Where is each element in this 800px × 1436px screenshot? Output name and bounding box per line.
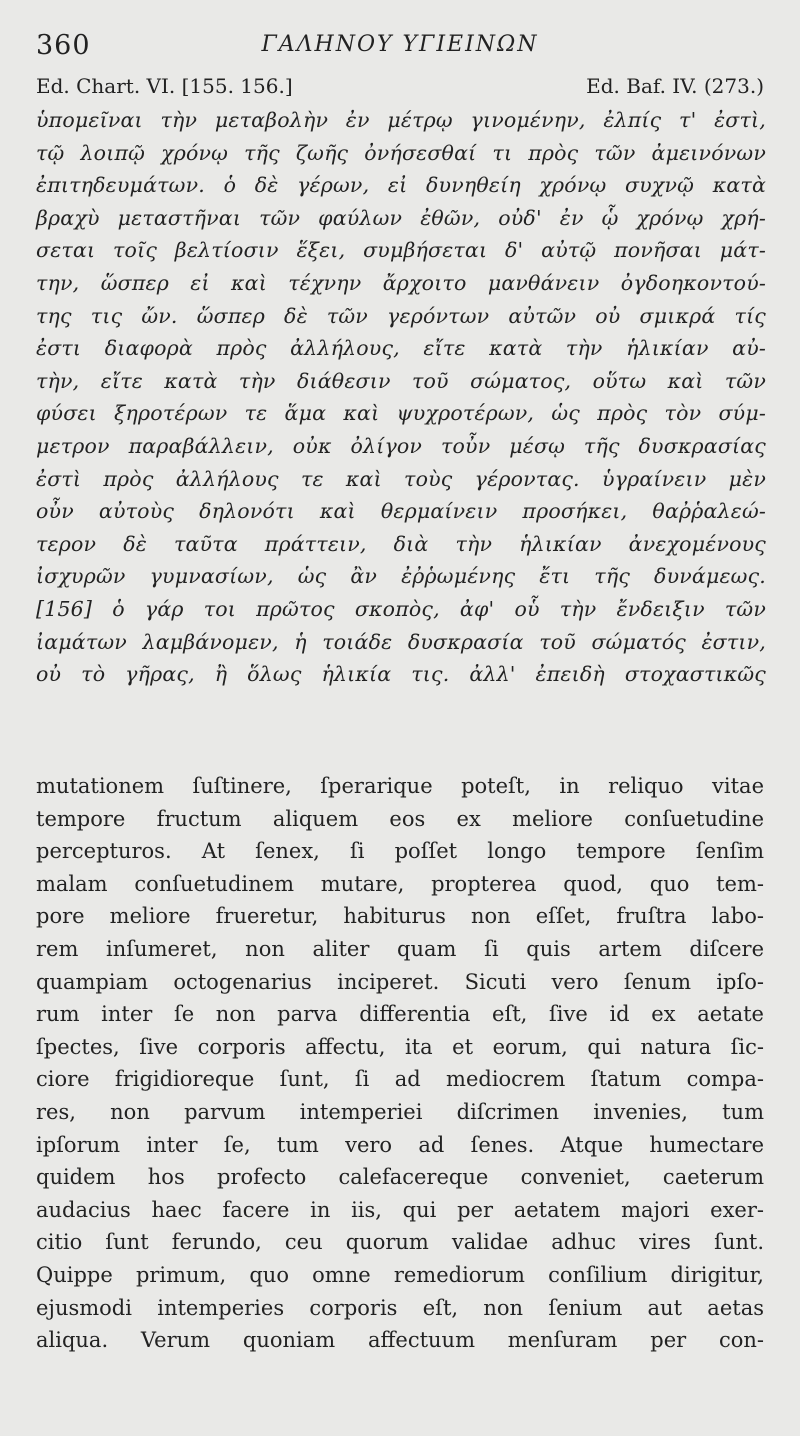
latin-text-line: malam conſuetudinem mutare, propterea quod, quo tem- (36, 871, 764, 896)
page-number: 360 (36, 30, 91, 61)
running-title: ΓΑΛΗΝΟΥ ΥΓΙΕΙΝΩΝ (261, 32, 539, 57)
latin-text-line: tempore fructum aliquem eos ex meliore conſuetudine (36, 806, 764, 831)
greek-text-line: σεται τοῖς βελτίοσιν ἕξει, συμβήσεται δ' αὐτῷ πονῆσαι μάτ- (36, 238, 766, 263)
latin-text-line: percepturos. At ſenex, ſi poſſet longo tempore ſenſim (36, 839, 764, 864)
greek-text-line: τὴν, εἴτε κατὰ τὴν διάθεσιν τοῦ σώματος, οὕτω καὶ τῶν (36, 368, 766, 393)
edition-reference-line (36, 74, 764, 102)
latin-text-line: ipſorum inter ſe, tum vero ad ſenes. Atque humectare (36, 1132, 764, 1157)
latin-text-line: mutationem ſuſtinere, ſperarique poteſt, in reliquo vitae (36, 774, 764, 798)
latin-text-line: ciore frigidioreque ſunt, ſi ad mediocrem ſtatum compa- (36, 1067, 764, 1092)
edition-reference-left: Ed. Chart. VI. [155. 156.] (36, 74, 293, 98)
latin-text-line: audacius haec facere in iis, qui per aetatem majori exer- (36, 1197, 764, 1222)
greek-text-line: μετρον παραβάλλειν, οὐκ ὀλίγον τοὖν μέσῳ τῆς δυσκρασίας (36, 433, 766, 458)
latin-text-block (36, 770, 764, 1357)
greek-text-line: ἰσχυρῶν γυμνασίων, ὡς ἂν ἐῤῥωμένης ἔτι τῆς δυνάμεως. (36, 564, 766, 589)
latin-text-line: Quippe primum, quo omne remediorum conſilium dirigitur, (36, 1262, 764, 1287)
greek-text-block (36, 104, 766, 691)
greek-text-line: την, ὥσπερ εἰ καὶ τέχνην ἄρχοιτο μανθάνειν ὀγδοηκοντού- (36, 270, 766, 295)
latin-text-line: res, non parvum intemperiei diſcrimen invenies, tum (36, 1099, 764, 1124)
edition-reference-right: Ed. Baf. IV. (273.) (586, 74, 764, 98)
greek-text-line: [156] ὁ γάρ τοι πρῶτος σκοπὸς, ἀφ' οὗ τὴν ἔνδειξιν τῶν (36, 596, 766, 621)
greek-text-line: ἐστι διαφορὰ πρὸς ἀλλήλους, εἴτε κατὰ τὴν ἡλικίαν αὐ- (36, 336, 766, 361)
latin-text-line: rem inſumeret, non aliter quam ſi quis artem diſcere (36, 936, 764, 961)
greek-text-line: ὑπομεῖναι τὴν μεταβολὴν ἐν μέτρῳ γινομένην, ἐλπίς τ' ἐστὶ, (36, 108, 766, 132)
latin-text-line: quampiam octogenarius inciperet. Sicuti vero ſenum ipſo- (36, 969, 764, 994)
greek-text-line: τερον δὲ ταῦτα πράττειν, διὰ τὴν ἡλικίαν ἀνεχομένους (36, 531, 766, 556)
greek-text-line: οὖν αὐτοὺς δηλονότι καὶ θερμαίνειν προσήκει, θαῤῥαλεώ- (36, 499, 766, 524)
latin-text-line: rum inter ſe non parva differentia eſt, ſive id ex aetate (36, 1002, 764, 1027)
latin-text-line: citio ſunt ferundo, ceu quorum validae adhuc vires ſunt. (36, 1230, 764, 1255)
greek-text-line: οὐ τὸ γῆρας, ἢ ὅλως ἡλικία τις. ἀλλ' ἐπειδὴ στοχαστικῶς (36, 662, 766, 687)
page-header (36, 30, 764, 66)
latin-text-line: aliqua. Verum quoniam affectuum menſuram per con- (36, 1328, 764, 1353)
greek-text-line: φύσει ξηροτέρων τε ἅμα καὶ ψυχροτέρων, ὡς πρὸς τὸν σύμ- (36, 401, 766, 426)
latin-text-line: ejusmodi intemperies corporis eſt, non ſenium aut aetas (36, 1295, 764, 1320)
greek-text-line: τῷ λοιπῷ χρόνῳ τῆς ζωῆς ὀνήσεσθαί τι πρὸς τῶν ἀμεινόνων (36, 140, 766, 165)
latin-text-line: pore meliore frueretur, habiturus non eſſet, fruſtra labo- (36, 904, 764, 929)
latin-text-line: ſpectes, ſive corporis affectu, ita et eorum, qui natura ſic- (36, 1034, 764, 1059)
greek-text-line: βραχὺ μεταστῆναι τῶν φαύλων ἐθῶν, οὐδ' ἐν ᾧ χρόνῳ χρή- (36, 205, 766, 230)
greek-text-line: ἰαμάτων λαμβάνομεν, ἡ τοιάδε δυσκρασία τοῦ σώματός ἐστιν, (36, 629, 766, 654)
greek-text-line: ἐστὶ πρὸς ἀλλήλους τε καὶ τοὺς γέροντας. ὑγραίνειν μὲν (36, 466, 766, 491)
latin-text-line: quidem hos profecto calefacereque conveniet, caeterum (36, 1165, 764, 1190)
greek-text-line: της τις ὤν. ὥσπερ δὲ τῶν γερόντων αὐτῶν οὐ σμικρά τίς (36, 303, 766, 328)
greek-text-line: ἐπιτηδευμάτων. ὁ δὲ γέρων, εἰ δυνηθείη χρόνῳ συχνῷ κατὰ (36, 173, 766, 198)
